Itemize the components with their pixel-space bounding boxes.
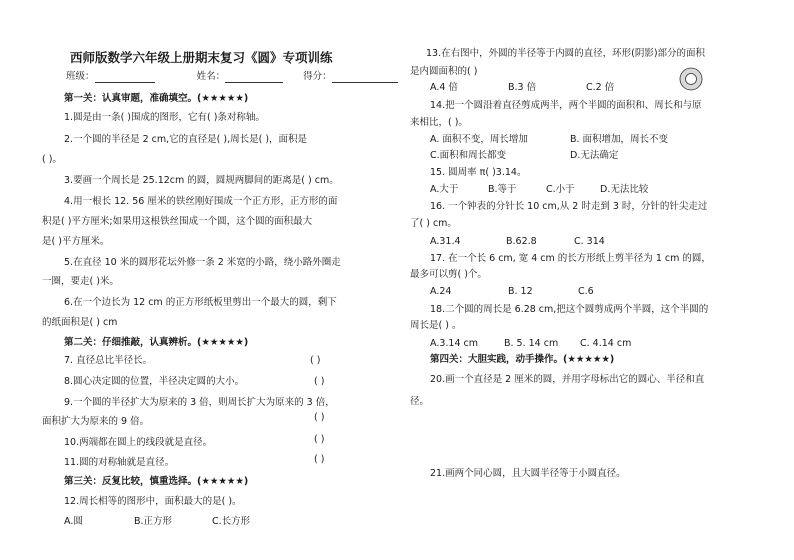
class-label: 班级： — [66, 71, 95, 82]
question-line: 3.要画一个周长是 25.12cm 的圆，圆规两脚间的距离是( ) cm。 — [64, 175, 339, 186]
choice-option[interactable]: C.2 倍 — [586, 82, 615, 93]
question-line: 是内圆面积的( ) — [410, 66, 478, 77]
choice-option[interactable]: C.6 — [578, 286, 594, 297]
question-line: 16. 一个钟表的分针长 10 cm,从 2 时走到 3 时，分针的针尖走过 — [430, 201, 708, 212]
question-line: 21.画两个同心圆，且大圆半径等于小圆直径。 — [430, 468, 626, 479]
choice-option[interactable]: A.大于 — [430, 184, 459, 195]
choice-option[interactable]: A.31.4 — [430, 236, 461, 247]
judge-item: 面积扩大为原来的 9 倍。 — [42, 416, 150, 427]
choice-option[interactable]: C.面积和周长都变 — [430, 150, 507, 161]
question-line: 一圈，要走( )米。 — [42, 276, 119, 287]
judge-text: 9.一个圆的半径扩大为原来的 3 倍，则周长扩大为原来的 3 倍， — [64, 397, 335, 408]
judge-text: 10.两端都在圆上的线段就是直径。 — [64, 437, 213, 448]
choice-option[interactable]: A.4 倍 — [430, 82, 458, 93]
question-line: 18.二个圆的周长是 6.28 cm,把这个圆剪成两个半圆，这个半圆的 — [430, 304, 709, 315]
section-3-heading: 第三关：反复比较，慎重选择。(★★★★★) — [64, 476, 249, 487]
judge-text: 8.圆心决定圆的位置，半径决定圆的大小。 — [64, 376, 245, 387]
score-field[interactable] — [332, 72, 398, 83]
judge-text: 11.圆的对称轴就是直径。 — [64, 457, 175, 468]
judge-paren[interactable]: ( ) — [310, 355, 321, 366]
choice-option[interactable]: B.3 倍 — [508, 82, 537, 93]
question-line: 2.一个圆的半径是 2 cm,它的直径是( ),周长是( )，面积是 — [64, 134, 308, 145]
page-title: 西师版数学六年级上册期末复习《圆》专项训练 — [70, 50, 333, 65]
question-line: 20.画一个直径是 2 厘米的圆，并用字母标出它的圆心、半径和直 — [430, 374, 705, 385]
judge-item — [64, 397, 335, 409]
question-line: 径。 — [410, 396, 430, 407]
ring-diagram — [678, 66, 704, 92]
judge-paren[interactable]: ( ) — [314, 376, 325, 387]
choice-option[interactable]: A.圆 — [64, 516, 83, 527]
choice-option[interactable]: C.长方形 — [212, 516, 251, 527]
choice-option[interactable]: A. 面积不变，周长增加 — [430, 134, 528, 145]
choice-option[interactable]: B. 12 — [508, 286, 533, 297]
question-line: 是( )平方厘米。 — [42, 236, 110, 247]
choice-option[interactable]: C. 314 — [574, 236, 605, 247]
question-line: 4.用一根长 12. 56 厘米的铁丝刚好围成一个正方形，正方形的面 — [64, 196, 338, 207]
choice-option[interactable]: C. 4.14 cm — [580, 338, 632, 349]
question-line: 积是( )平方厘米;如果用这根铁丝围成一个圆，这个圆的面积最大 — [42, 216, 313, 227]
section-1-heading: 第一关：认真审题，准确填空。(★★★★★) — [64, 93, 249, 104]
judge-paren[interactable]: ( ) — [314, 434, 325, 445]
section-2-heading: 第二关：仔细推敲，认真辨析。(★★★★★) — [64, 337, 249, 348]
choice-option[interactable]: B. 5. 14 cm — [504, 338, 559, 349]
choice-option[interactable]: B. 面积增加，周长不变 — [570, 134, 669, 145]
question-line: 15. 圆周率 π( )3.14。 — [430, 167, 527, 178]
judge-item — [64, 457, 174, 469]
choice-option[interactable]: D.无法比较 — [600, 184, 649, 195]
question-line: 6.在一个边长为 12 cm 的正方形纸板里剪出一个最大的圆，剩下 — [64, 297, 337, 308]
judge-item — [64, 437, 212, 449]
judge-paren[interactable]: ( ) — [314, 412, 325, 423]
choice-option[interactable]: B.等于 — [488, 184, 517, 195]
name-label: 姓名： — [196, 71, 226, 82]
section-4-heading: 第四关：大胆实践，动手操作。(★★★★★) — [430, 354, 615, 365]
question-line: 的纸面积是( ) cm — [42, 317, 118, 328]
choice-option[interactable]: A.24 — [430, 286, 452, 297]
question-line: 了( ) cm。 — [410, 218, 457, 229]
choice-option[interactable]: A.3.14 cm — [430, 338, 479, 349]
judge-paren[interactable]: ( ) — [314, 454, 325, 465]
choice-option[interactable]: B.正方形 — [134, 516, 173, 527]
question-line: 最多可以剪( )个。 — [410, 269, 487, 280]
question-line: 14.把一个圆沿着直径剪成两半，两个半圆的面积和、周长和与原 — [430, 100, 702, 111]
question-line: 周长是( ) 。 — [410, 320, 462, 331]
name-field[interactable] — [225, 72, 283, 83]
judge-item — [64, 355, 152, 367]
judge-item — [64, 376, 244, 388]
question-line: 来相比，( )。 — [410, 117, 468, 128]
question-line: 13.在右图中，外圆的半径等于内圆的直径，环形(阴影)部分的面积 — [426, 48, 706, 59]
judge-text: 7. 直径总比半径长。 — [64, 355, 153, 366]
question-line: 12.周长相等的图形中，面积最大的是( )。 — [64, 496, 242, 507]
inner-circle — [686, 74, 697, 85]
choice-option[interactable]: B.62.8 — [506, 236, 537, 247]
class-field[interactable] — [95, 72, 155, 83]
question-line: ( )。 — [42, 154, 62, 165]
question-line: 1.圆是由一条( )围成的图形，它有( )条对称轴。 — [64, 112, 265, 123]
choice-option[interactable]: C.小于 — [546, 184, 575, 195]
question-line: 5.在直径 10 米的圆形花坛外修一条 2 米宽的小路，绕小路外圈走 — [64, 257, 341, 268]
choice-option[interactable]: D.无法确定 — [570, 150, 619, 161]
header-fields — [66, 71, 398, 83]
score-label: 得分： — [303, 71, 332, 82]
question-line: 17. 在一个长 6 cm, 宽 4 cm 的长方形纸上剪半径为 1 cm 的圆， — [430, 253, 711, 264]
